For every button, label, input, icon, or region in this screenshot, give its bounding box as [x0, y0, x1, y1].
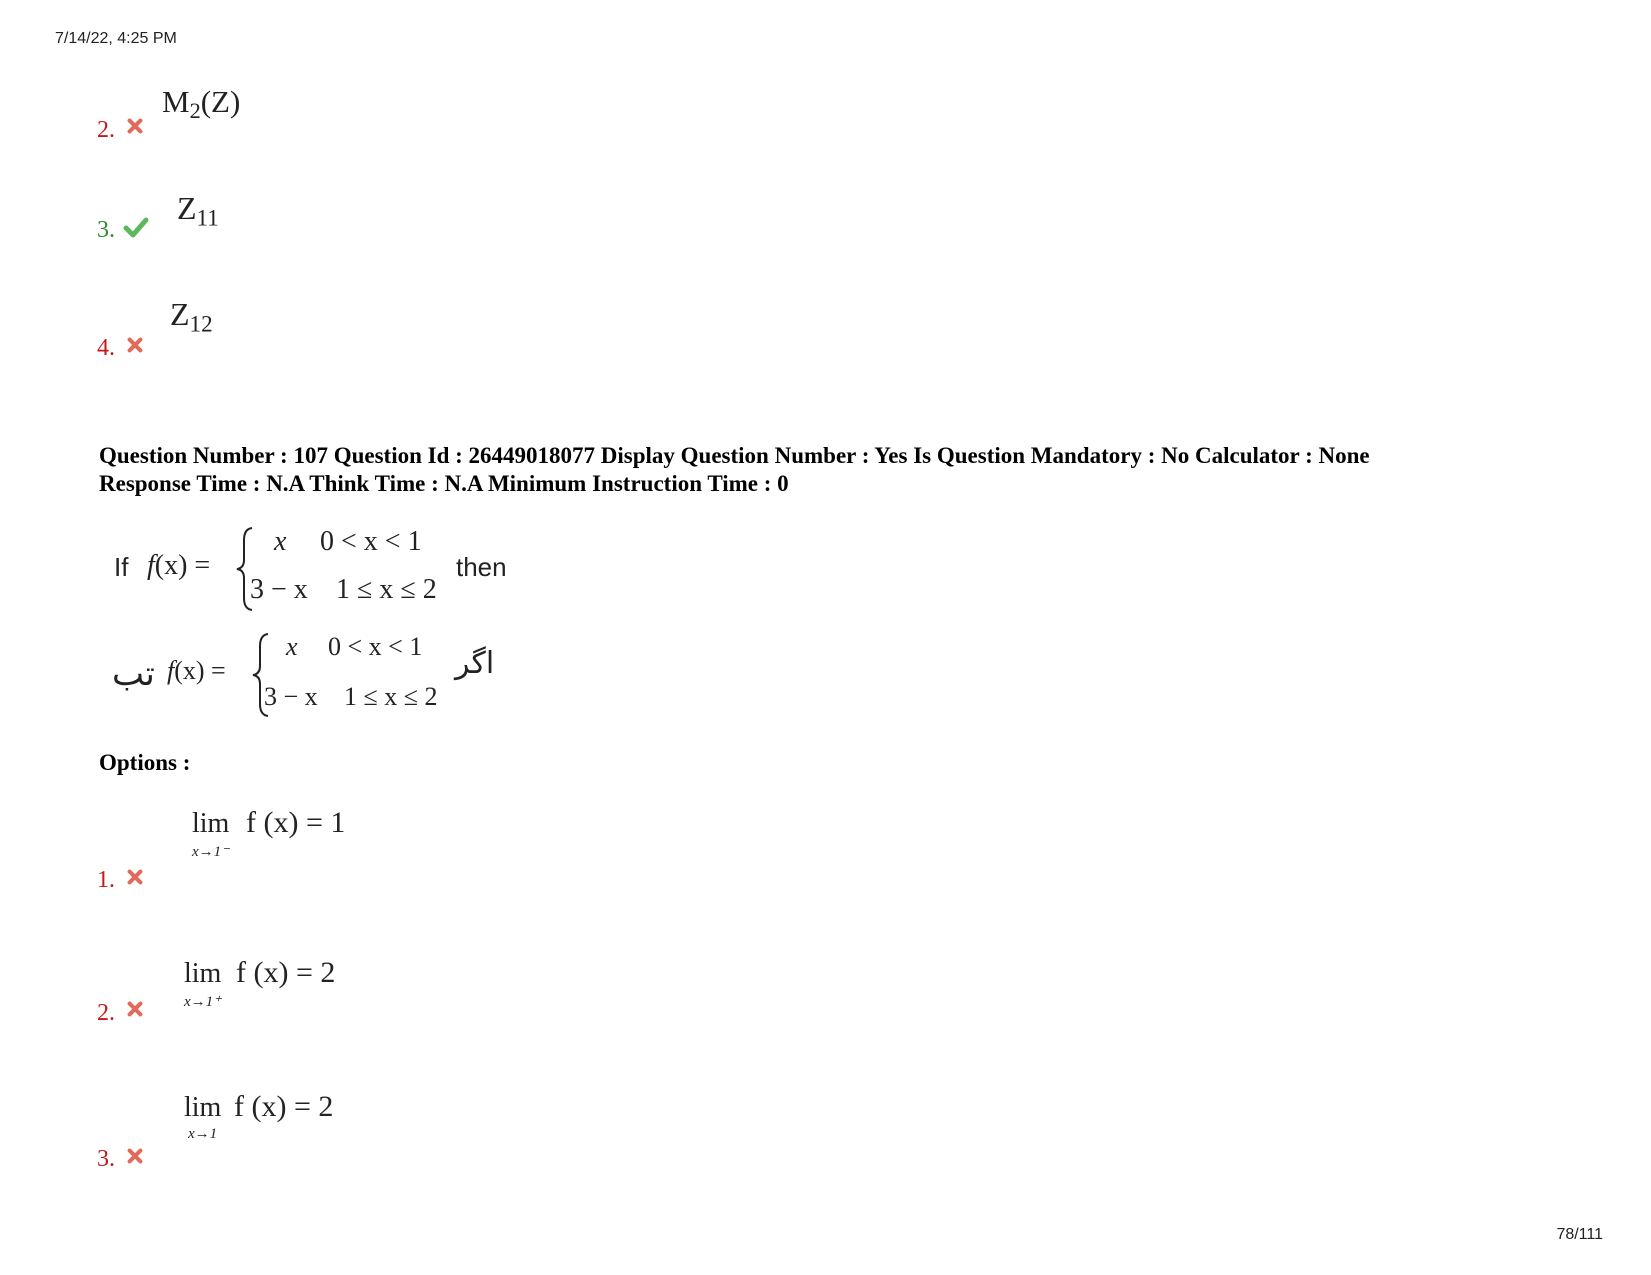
print-datetime: 7/14/22, 4:25 PM	[55, 30, 177, 47]
lim-subscript: x→1⁺	[184, 994, 222, 1010]
prev-option-2-number: 2.	[97, 117, 115, 143]
question-statement-urdu	[112, 628, 512, 720]
option-1-math	[192, 808, 392, 868]
statement-lead: If	[114, 552, 129, 582]
lim-expression: f (x) = 2	[234, 1090, 334, 1123]
question-metadata-line-2: Response Time : N.A Think Time : N.A Minimum Instruction Time : 0	[99, 471, 789, 496]
question-metadata	[99, 442, 1579, 498]
case-2-expr-urdu: 3 − x	[264, 682, 318, 711]
prev-option-3-math: $Z_{11}$	[177, 190, 219, 231]
options-label: Options :	[99, 750, 191, 775]
lim-subscript: x→1	[188, 1126, 218, 1142]
question-metadata-line-1: Question Number : 107 Question Id : 26449018077 Display Question Number : Yes Is Question Mandatory : No Calculator : None	[99, 443, 1370, 468]
case-1-condition-urdu: 0 < x < 1	[328, 632, 423, 661]
page-counter: 78/111	[1556, 1226, 1603, 1243]
option-2-math	[184, 958, 384, 1018]
lim-expression: f (x) = 1	[246, 806, 346, 839]
option-1-number: 1.	[97, 867, 115, 893]
urdu-lead: تب	[112, 654, 155, 694]
question-statement-english	[112, 522, 532, 614]
lim-word: lim	[184, 958, 222, 989]
case-1-expr-urdu: x	[286, 632, 298, 661]
function-arg: (x) =	[154, 550, 211, 581]
lim-word: lim	[192, 808, 230, 839]
statement-trail: then	[456, 552, 507, 582]
cross-icon	[126, 336, 144, 354]
function-symbol-urdu: f	[167, 656, 175, 685]
function-arg-urdu: (x) =	[174, 656, 226, 685]
lim-subscript: x→1⁻	[192, 844, 230, 860]
check-icon	[123, 216, 149, 238]
option-3-number: 3.	[97, 1146, 115, 1172]
lim-expression: f (x) = 2	[236, 956, 336, 989]
cross-icon	[126, 1147, 144, 1165]
cross-icon	[126, 868, 144, 886]
case-1-condition: 0 < x < 1	[320, 526, 422, 557]
prev-option-4-math: $Z_{12}$	[170, 296, 213, 337]
case-1-expr: x	[274, 526, 287, 557]
option-3-math	[184, 1092, 384, 1152]
function-symbol: f	[147, 550, 155, 581]
case-2-condition-urdu: 1 ≤ x ≤ 2	[344, 682, 438, 711]
cross-icon	[126, 1000, 144, 1018]
case-2-expr: 3 − x	[250, 574, 308, 605]
cross-icon	[126, 117, 144, 135]
urdu-trail: اگر	[455, 646, 495, 681]
prev-option-2-math: $M_2(Z)$	[162, 84, 241, 124]
lim-word: lim	[184, 1092, 222, 1123]
case-2-condition: 1 ≤ x ≤ 2	[336, 574, 437, 605]
prev-option-4-number: 4.	[97, 335, 115, 361]
option-2-number: 2.	[97, 1000, 115, 1026]
prev-option-3-number: 3.	[97, 217, 115, 243]
